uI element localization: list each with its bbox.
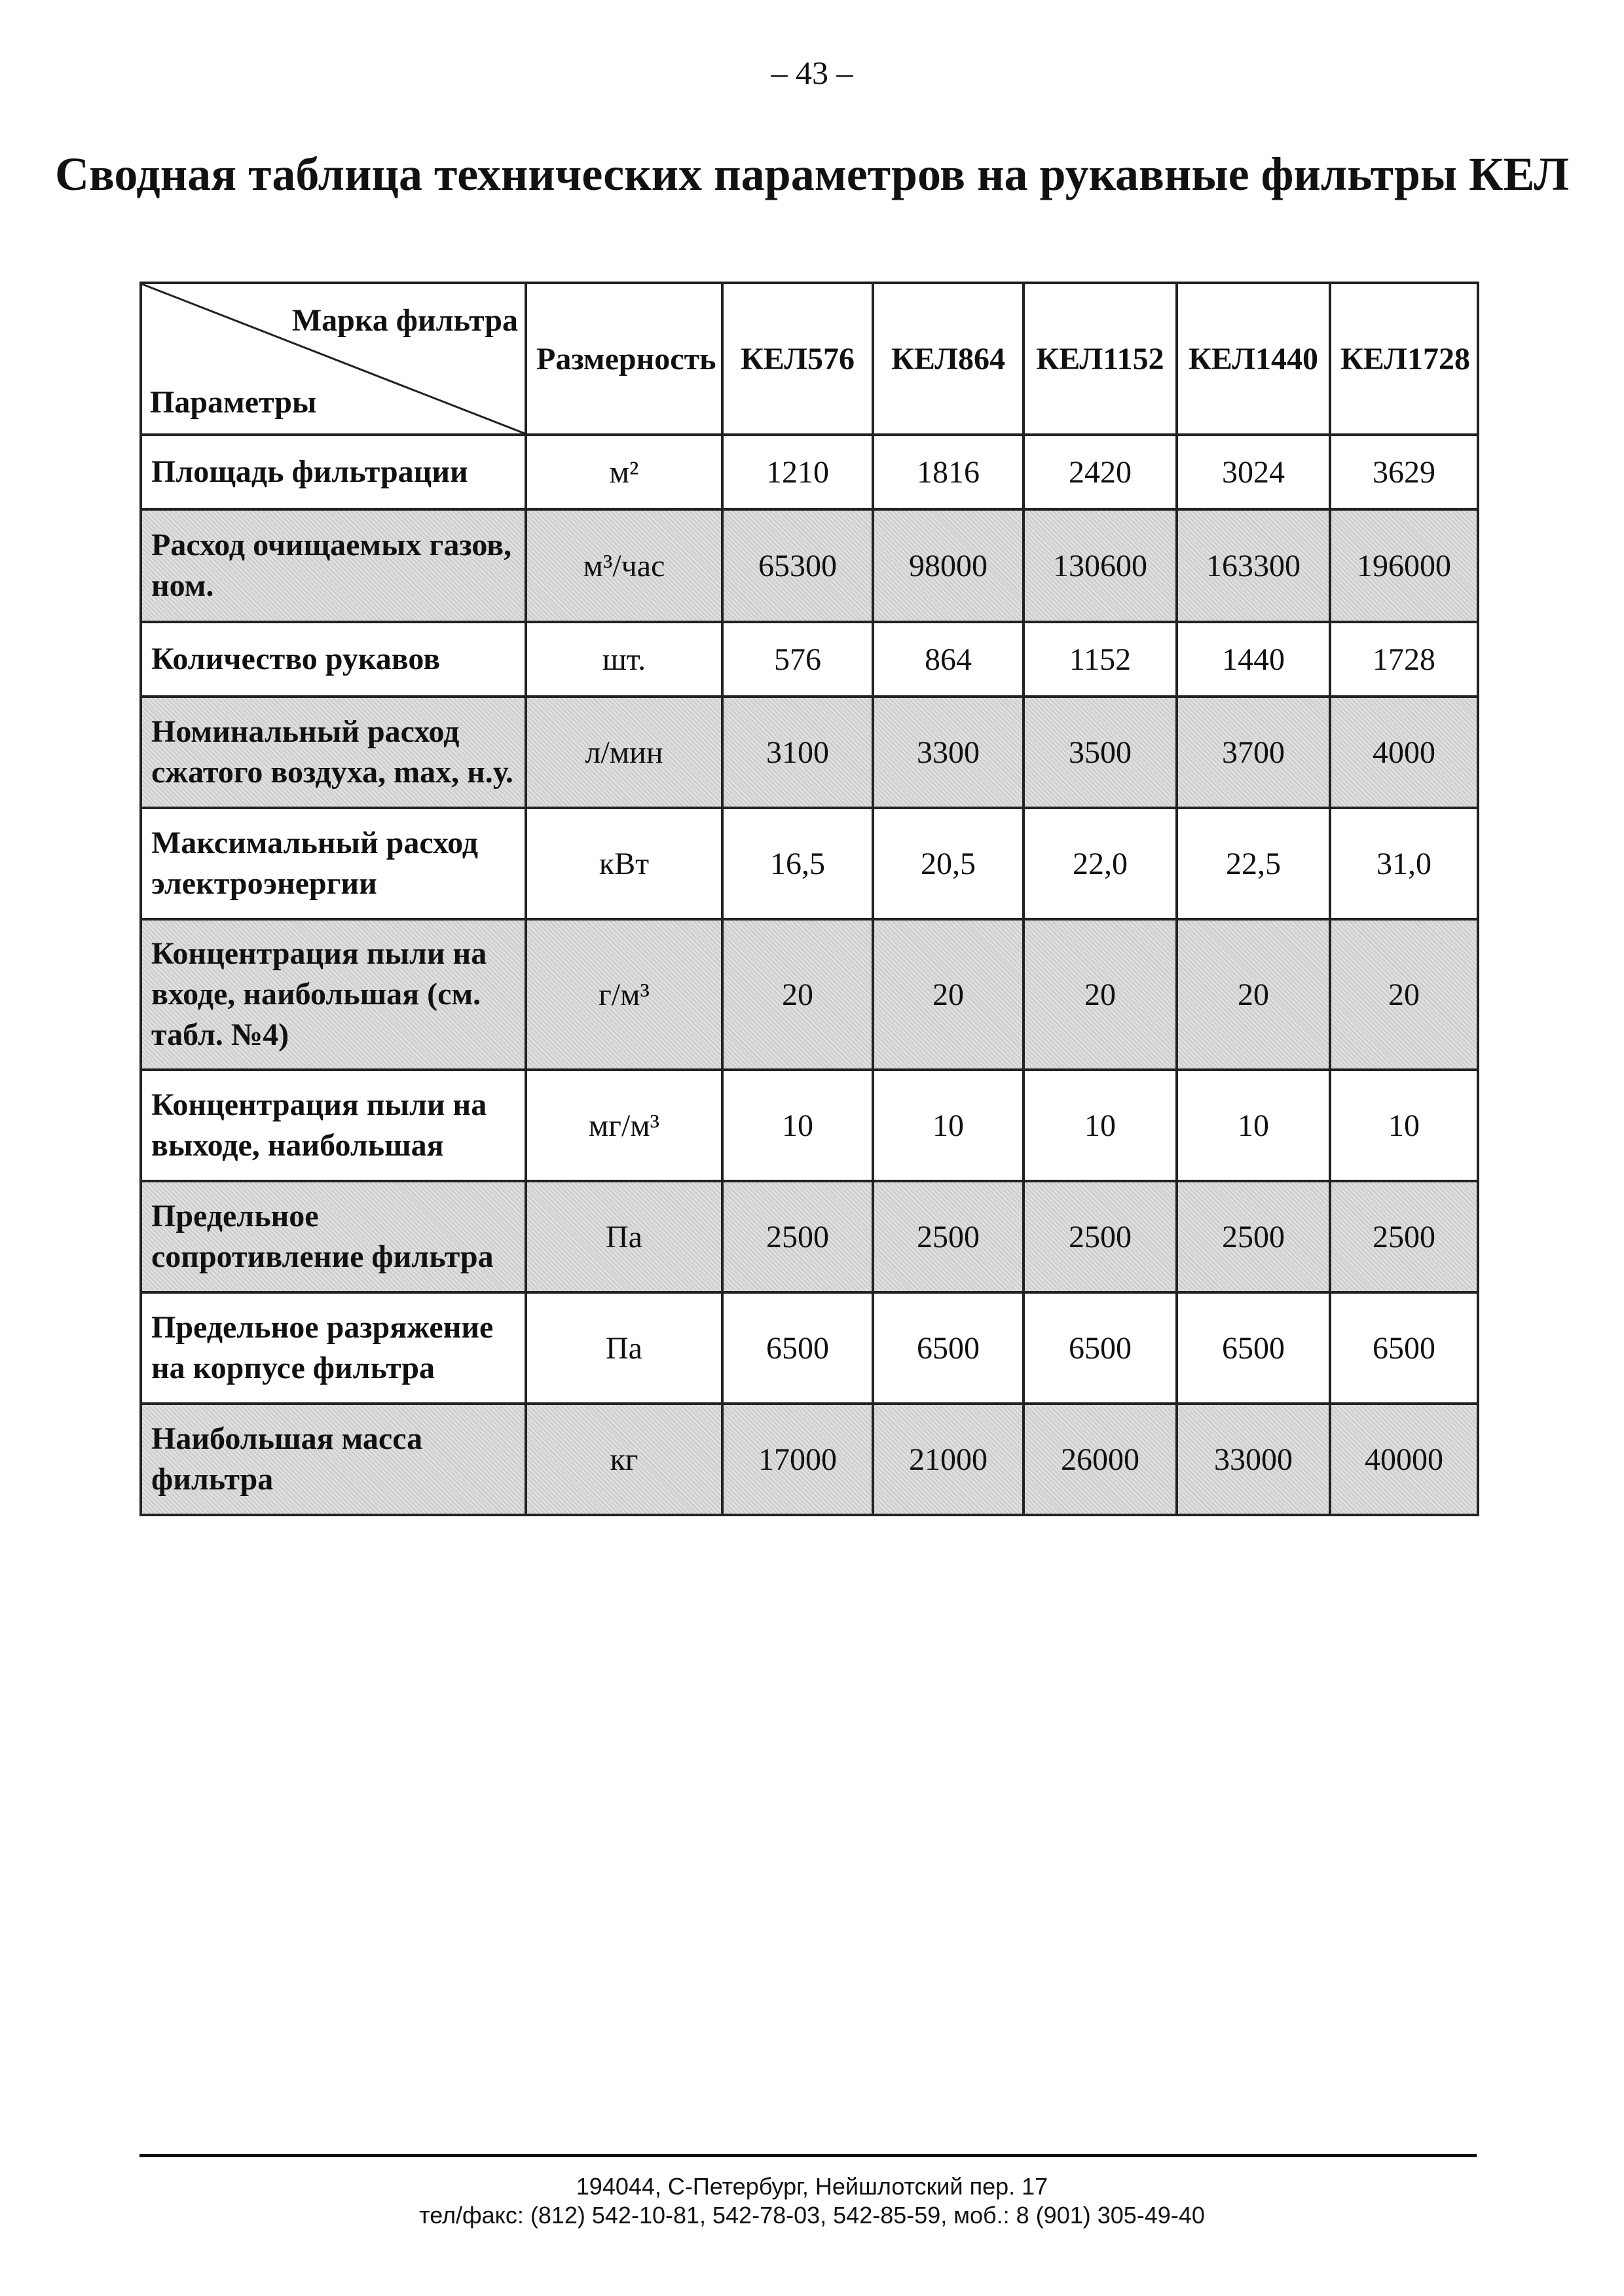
table-row [141, 622, 1478, 697]
unit-cell: м² [526, 435, 722, 509]
unit-cell: кг [526, 1404, 722, 1515]
value-cell: 3629 [1330, 435, 1478, 509]
unit-cell: мг/м³ [526, 1070, 722, 1181]
value-cell: 6500 [1177, 1292, 1330, 1404]
value-cell: 20 [1330, 919, 1478, 1070]
value-cell: 1816 [873, 435, 1024, 509]
value-cell: 98000 [873, 509, 1024, 622]
value-cell: 130600 [1024, 509, 1177, 622]
table-body [141, 435, 1478, 1515]
value-cell: 20 [1024, 919, 1177, 1070]
value-cell: 20,5 [873, 808, 1024, 919]
table-row [141, 435, 1478, 509]
value-cell: 6500 [1024, 1292, 1177, 1404]
value-cell: 10 [1177, 1070, 1330, 1181]
corner-header-cell [141, 283, 526, 435]
value-cell: 1728 [1330, 622, 1478, 697]
unit-cell: г/м³ [526, 919, 722, 1070]
unit-cell: шт. [526, 622, 722, 697]
value-cell: 3100 [722, 697, 873, 808]
value-cell: 196000 [1330, 509, 1478, 622]
table-row [141, 1181, 1478, 1292]
param-name: Количество рукавов [141, 622, 526, 697]
value-cell: 65300 [722, 509, 873, 622]
value-cell: 10 [873, 1070, 1024, 1181]
value-cell: 576 [722, 622, 873, 697]
model-header: КЕЛ576 [722, 283, 873, 435]
unit-cell: Па [526, 1292, 722, 1404]
table-row [141, 1404, 1478, 1515]
value-cell: 163300 [1177, 509, 1330, 622]
value-cell: 2420 [1024, 435, 1177, 509]
footer-divider [139, 2154, 1477, 2157]
corner-bottom-label: Параметры [150, 385, 317, 420]
value-cell: 21000 [873, 1404, 1024, 1515]
value-cell: 16,5 [722, 808, 873, 919]
value-cell: 10 [722, 1070, 873, 1181]
param-name: Расход очищаемых газов, ном. [141, 509, 526, 622]
param-name: Предельное сопротивление фильтра [141, 1181, 526, 1292]
value-cell: 1210 [722, 435, 873, 509]
param-name: Концентрация пыли на выходе, наибольшая [141, 1070, 526, 1181]
value-cell: 40000 [1330, 1404, 1478, 1515]
unit-cell: л/мин [526, 697, 722, 808]
model-header: КЕЛ1440 [1177, 283, 1330, 435]
model-header: КЕЛ864 [873, 283, 1024, 435]
value-cell: 17000 [722, 1404, 873, 1515]
value-cell: 3024 [1177, 435, 1330, 509]
value-cell: 3700 [1177, 697, 1330, 808]
table-row [141, 1292, 1478, 1404]
value-cell: 20 [873, 919, 1024, 1070]
unit-cell: кВт [526, 808, 722, 919]
document-title: Сводная таблица технических параметров на рукавные фильтры КЕЛ [54, 148, 1570, 200]
value-cell: 2500 [722, 1181, 873, 1292]
header-row [141, 283, 1478, 435]
value-cell: 20 [1177, 919, 1330, 1070]
value-cell: 22,5 [1177, 808, 1330, 919]
value-cell: 33000 [1177, 1404, 1330, 1515]
value-cell: 2500 [1330, 1181, 1478, 1292]
value-cell: 2500 [1024, 1181, 1177, 1292]
param-name: Номинальный расход сжатого воздуха, max, н.у. [141, 697, 526, 808]
value-cell: 22,0 [1024, 808, 1177, 919]
unit-cell: м³/час [526, 509, 722, 622]
spec-table [139, 282, 1479, 1516]
value-cell: 3500 [1024, 697, 1177, 808]
unit-header: Размерность [526, 283, 722, 435]
footer-phones: тел/факс: (812) 542-10-81, 542-78-03, 542-85-59, моб.: 8 (901) 305-49-40 [419, 2202, 1205, 2229]
value-cell: 864 [873, 622, 1024, 697]
table-row [141, 1070, 1478, 1181]
unit-cell: Па [526, 1181, 722, 1292]
value-cell: 26000 [1024, 1404, 1177, 1515]
value-cell: 4000 [1330, 697, 1478, 808]
table-row [141, 697, 1478, 808]
value-cell: 1440 [1177, 622, 1330, 697]
model-header: КЕЛ1728 [1330, 283, 1478, 435]
param-name: Предельное разряжение на корпусе фильтра [141, 1292, 526, 1404]
model-header: КЕЛ1152 [1024, 283, 1177, 435]
param-name: Концентрация пыли на входе, наибольшая (см. табл. №4) [141, 919, 526, 1070]
value-cell: 6500 [873, 1292, 1024, 1404]
param-name: Максимальный расход электроэнергии [141, 808, 526, 919]
value-cell: 1152 [1024, 622, 1177, 697]
value-cell: 6500 [722, 1292, 873, 1404]
footer-address: 194044, С-Петербург, Нейшлотский пер. 17 [576, 2173, 1048, 2200]
value-cell: 31,0 [1330, 808, 1478, 919]
value-cell: 2500 [1177, 1181, 1330, 1292]
page-footer [0, 2172, 1624, 2230]
table-row [141, 808, 1478, 919]
value-cell: 10 [1024, 1070, 1177, 1181]
value-cell: 6500 [1330, 1292, 1478, 1404]
corner-top-label: Марка фильтра [291, 303, 518, 338]
page-number: – 43 – [771, 54, 853, 91]
value-cell: 10 [1330, 1070, 1478, 1181]
param-name: Наибольшая масса фильтра [141, 1404, 526, 1515]
table-row [141, 509, 1478, 622]
param-name: Площадь фильтрации [141, 435, 526, 509]
value-cell: 2500 [873, 1181, 1024, 1292]
value-cell: 3300 [873, 697, 1024, 808]
value-cell: 20 [722, 919, 873, 1070]
table-row [141, 919, 1478, 1070]
